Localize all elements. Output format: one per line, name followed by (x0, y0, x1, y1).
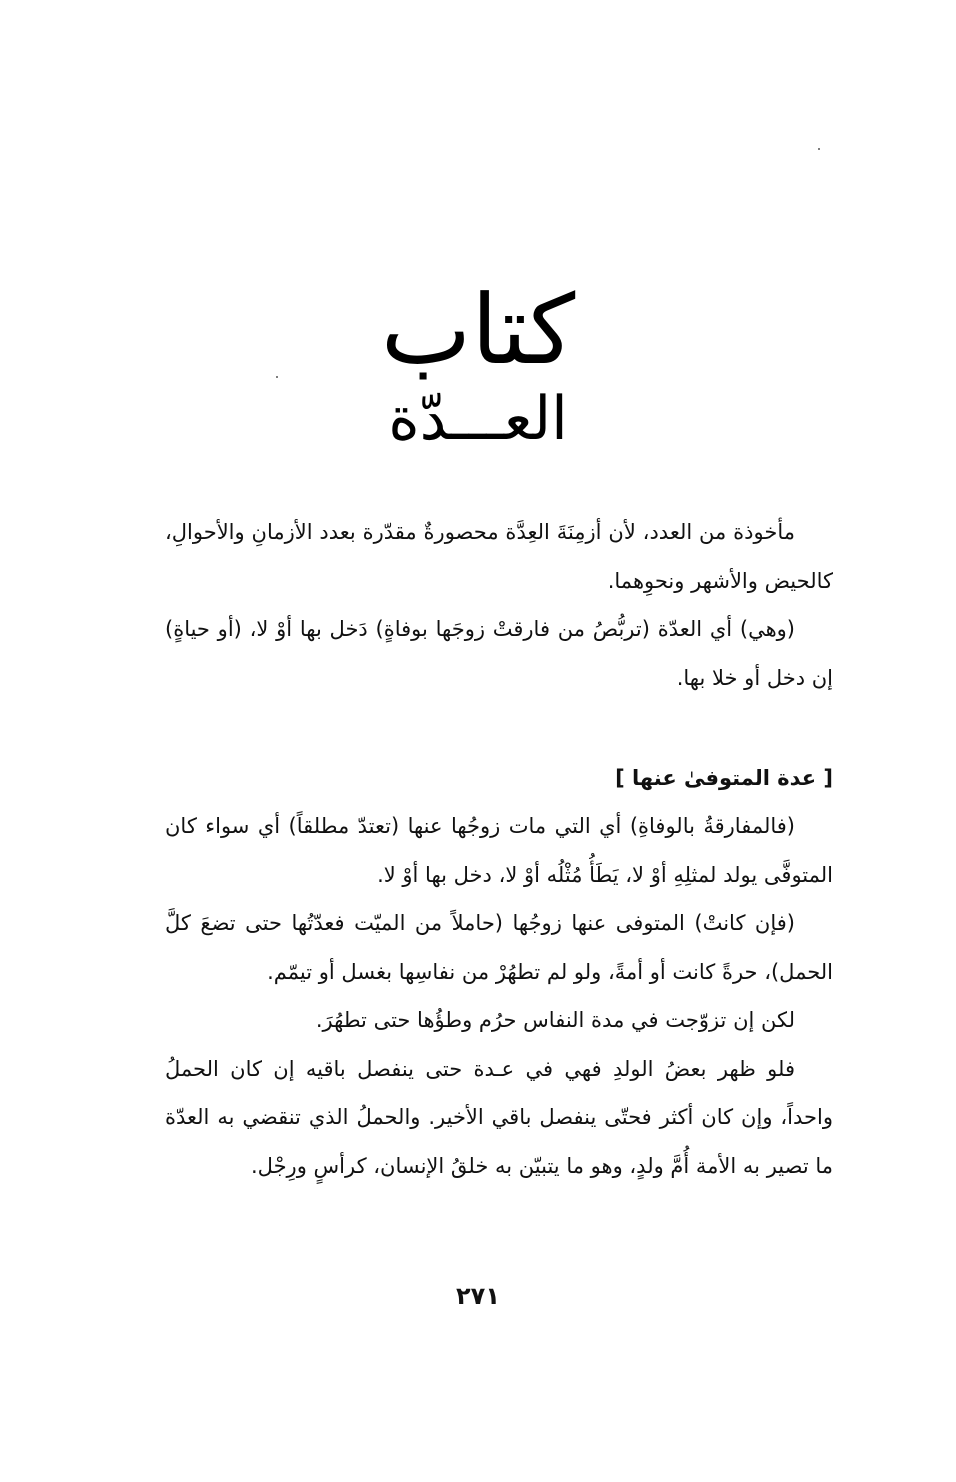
section-heading: [ عدة المتوفىٰ عنها ] (615, 766, 833, 790)
page-number: ٢٧١ (456, 1282, 500, 1310)
section-paragraph: فلو ظهر بعضُ الولدِ فهي في عـدة حتى ينفصل باقيه إن كان الحملُ واحداً، وإن كان أكثر فحتّى ينفصل باقي الأخير. والحملُ الذي تنقضي به العدّة ما تصير به الأمة أُمَّ ولدٍ، وهو ما يتبيّن به خلقُ الإنسان، كرأسٍ ورِجْل. (165, 1056, 833, 1178)
section-paragraph: (فالمفارقةُ بالوفاةِ) أي التي مات زوجُها عنها (تعتدّ مطلقاً) أي سواء كان المتوفَّى يولد لمثلِهِ أوْ لا، يَطَأُ مُثْلُه أوْ لا، دخل بها أوْ لا. (165, 814, 833, 887)
chapter-subtitle: العـــدّة (388, 384, 568, 454)
section-paragraph: لكن إن تزوّجت في مدة النفاس حرُم وطؤُها حتى تطهُرَ. (315, 1008, 795, 1032)
scan-speck (818, 148, 820, 150)
chapter-title: كتاب (380, 274, 576, 386)
chapter-title-block (0, 270, 956, 454)
intro-paragraph: مأخوذة من العدد، لأن أزمِنَةَ العِدَّة محصورةٌ مقدّرة بعدد الأزمانِ والأحوالِ، كالحيض والأشهر ونحوِهما. (165, 520, 833, 593)
body-text (165, 508, 833, 1190)
section-spacer (165, 702, 833, 754)
section-paragraph: (فإن كانتْ) المتوفى عنها زوجُها (حاملاً من الميّت فعدّتُها حتى تضعَ كلَّ الحمل)، حرةً كانت أو أمةً، ولو لم تطهُرْ من نفاسِها بغسل أو تيمّم. (165, 911, 833, 984)
intro-paragraph: (وهي) أي العدّة (تربُّصُ من فارقتْ زوجَها بوفاةٍ) دَخل بها أوْ لا، (أو حياةٍ) إن دخل أو خلا بها. (165, 617, 833, 690)
